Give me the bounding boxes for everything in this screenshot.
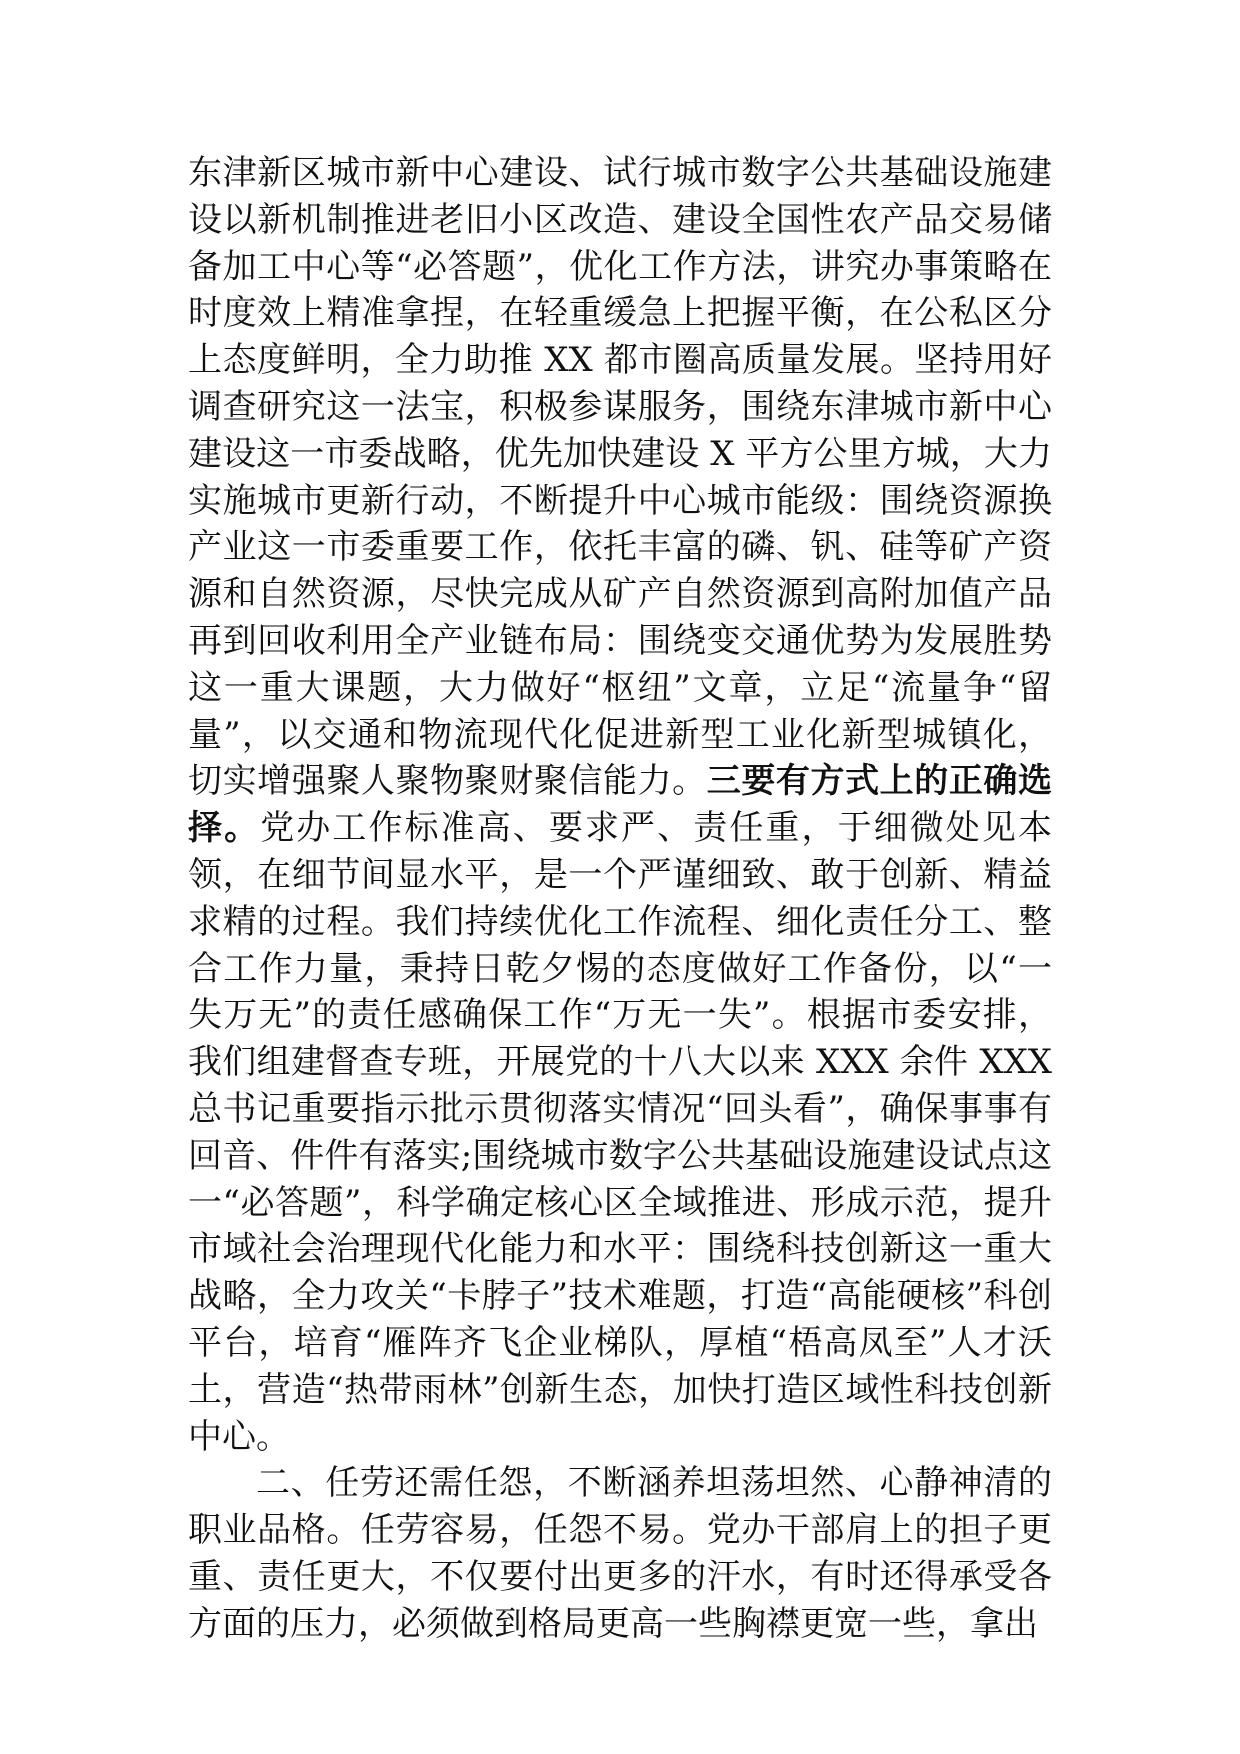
section-heading-2: 二、任劳还需任怨，: [256, 1463, 568, 1504]
section-heading-3: 三要有方式上的正确选择。: [188, 761, 1052, 849]
paragraph-2: [188, 1460, 1052, 1647]
paragraph-2-text: 不断涵养坦荡坦然、心静神清的职业品格。任劳容易，任怨不易。党办干部肩上的担子更重、责任更大，不仅要付出更多的汗水，有时还得承受各方面的压力，必须做到格局更高一些胸襟更宽一些，拿出: [188, 1463, 1053, 1644]
paragraph-1-text-a: 东津新区城市新中心建设、试行城市数字公共基础设施建设以新机制推进老旧小区改造、建设全国性农产品交易储备加工中心等“必答题”，优化工作方法，讲究办事策略在时度效上精准拿捏，在轻重缓急上把握平衡，在公私区分上态度鲜明，全力助推 XX 都市圈高质量发展。坚持用好调查研究这一法宝，积极参谋服务，围绕东津城市新中心建设这一市委战略，优先加快建设 X 平方公里方城，大力实施城市更新行动，不断提升中心城市能级：围绕资源换产业这一市委重要工作，依托丰富的磷、钒、硅等矿产资源和自然资源，尽快完成从矿产自然资源到高附加值产品再到回收利用全产业链布局：围绕变交通优势为发展胜势这一重大课题，大力做好“枢纽”文章，立足“流量争“留量”，以交通和物流现代化促进新型工业化新型城镇化，切实增强聚人聚物聚财聚信能力。: [188, 153, 1052, 802]
paragraph-1: [188, 150, 1052, 1460]
document-body: [188, 150, 1052, 1648]
paragraph-1-text-b: 党办工作标准高、要求严、责任重，于细微处见本领，在细节间显水平，是一个严谨细致、敢于创新、精益求精的过程。我们持续优化工作流程、细化责任分工、整合工作力量，秉持日乾夕惕的态度做好工作备份，以“一失万无”的责任感确保工作“万无一失”。根据市委安排，我们组建督查专班，开展党的十八大以来 XXX 余件 XXX 总书记重要指示批示贯彻落实情况“回头看”，确保事事有回音、件件有落实;围绕城市数字公共基础设施建设试点这一“必答题”，科学确定核心区全域推进、形成示范，提升市域社会治理现代化能力和水平：围绕科技创新这一重大战略，全力攻关“卡脖子”技术难题，打造“高能硬核”科创平台，培育“雁阵齐飞企业梯队，厚植“梧高凤至”人才沃土，营造“热带雨林”创新生态，加快打造区域性科技创新中心。: [188, 808, 1053, 1457]
